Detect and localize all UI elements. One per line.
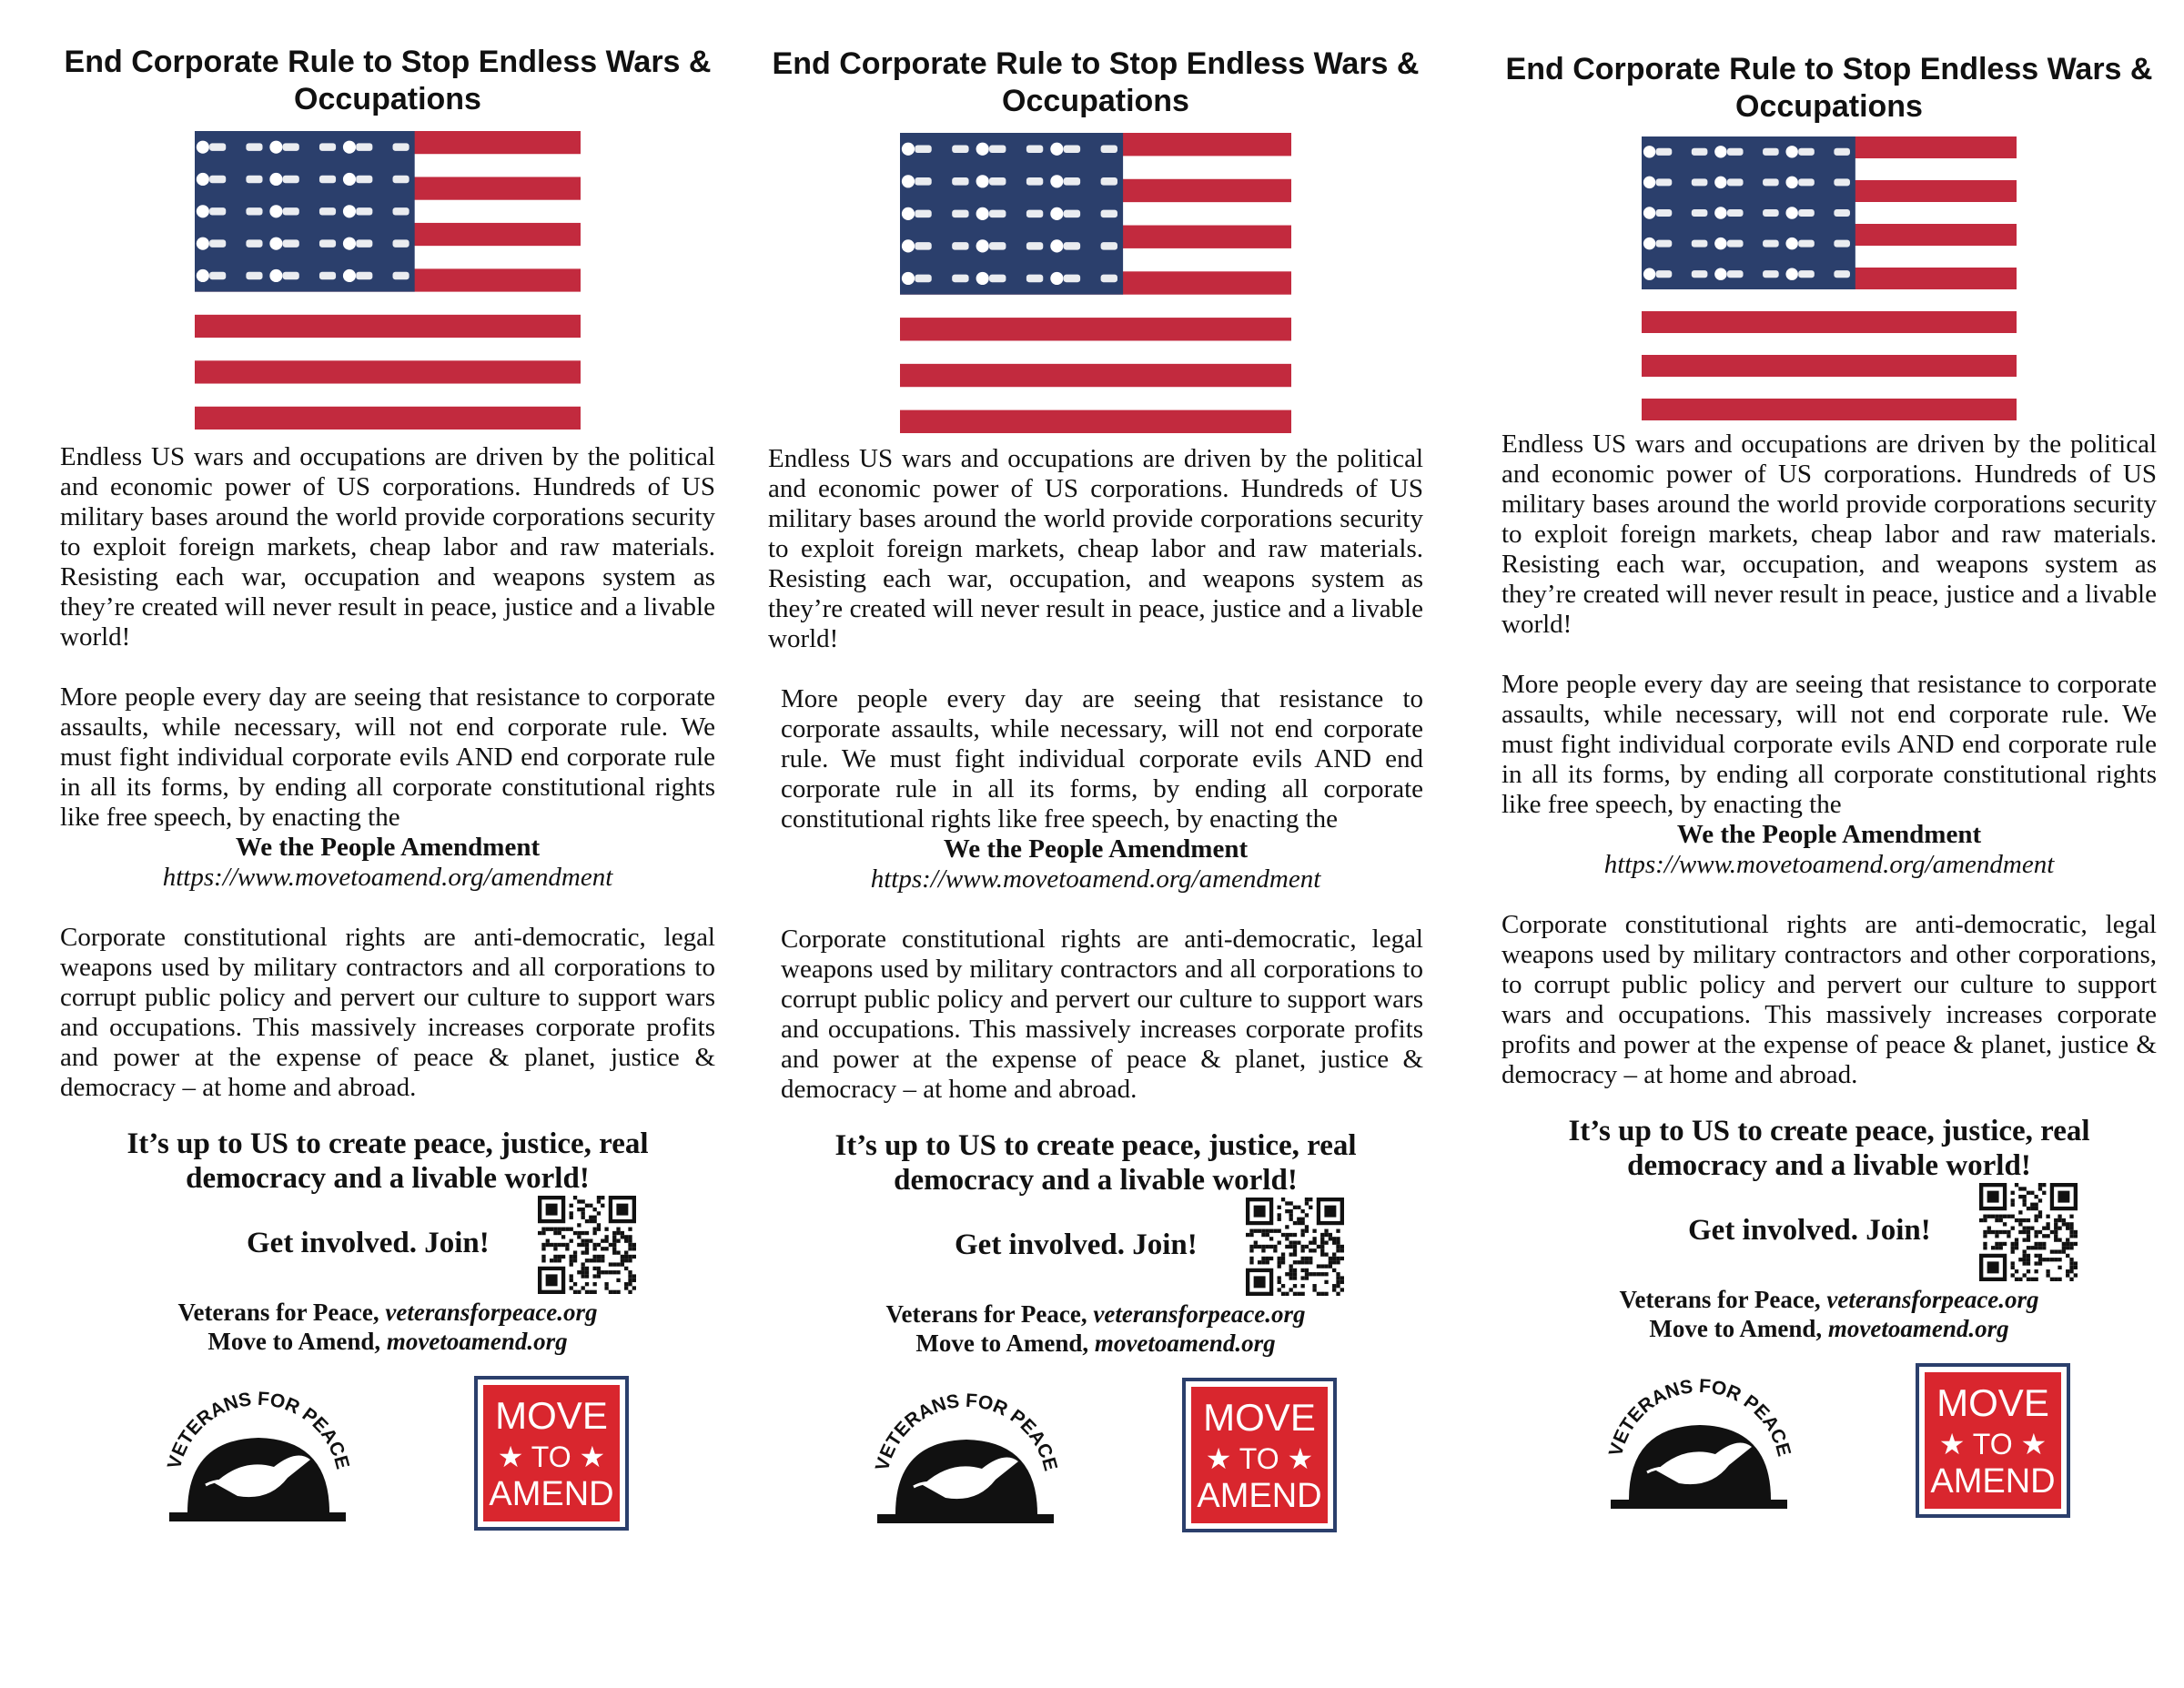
flag-logo-nike-icon [1692,148,1708,156]
svg-text:MOVE: MOVE [495,1394,608,1437]
flyer-panel-2 [768,45,1423,1541]
flag-logo-ford-icon [1026,242,1043,250]
flag-logo-intel-icon [1692,270,1708,278]
flag-logo-boa-icon [952,210,968,218]
flag-logo-windows-icon [393,272,410,279]
flag-stripe [900,295,1291,318]
flag-logo-disney-icon [246,239,262,247]
flag-stripe [195,360,581,384]
move-to-amend-logo [474,1376,629,1531]
flag-logo-att-icon [1763,148,1779,156]
logos-row [1502,1363,2157,1527]
flag-logo-verizon-icon [393,176,410,183]
flag-stripe [900,410,1291,433]
move-to-amend-logo [1916,1363,2070,1518]
vfp-link[interactable]: veteransforpeace.org [385,1299,598,1326]
logos-row [60,1376,715,1540]
flag-logo-google-icon [1763,178,1779,186]
flag-logo-chevron-icon [319,207,336,215]
corporate-flag-image [1642,136,2017,420]
flag-logo-verizon-icon [1834,178,1850,186]
vfp-contact: Veterans for Peace, veteransforpeace.org [1619,1286,2039,1313]
flag-canton [900,133,1123,295]
flag-logo-verizon-icon [1101,177,1117,186]
flag-logo-lilly-icon [393,143,410,150]
flag-logo-boa-icon [1692,209,1708,217]
svg-text:MOVE: MOVE [1203,1396,1316,1439]
flag-stripe [195,338,581,361]
svg-text:AMEND: AMEND [1930,1462,2056,1501]
mta-contact: Move to Amend, movetoamend.org [207,1328,568,1355]
flag-logo-ford-icon [319,239,336,247]
flag-logo-citi-icon [1692,178,1708,186]
vfp-link[interactable]: veteransforpeace.org [1093,1300,1306,1328]
amendment-url: https://www.movetoamend.org/amendment [1603,850,2055,879]
flag-logo-boa-icon [246,207,262,215]
svg-text:★ TO ★: ★ TO ★ [497,1440,606,1473]
paragraph-corporate-rights: Corporate constitutional rights are anti-democratic, legal weapons used by military contractors and all corporations to corrupt public policy and pervert our culture to support wars and occupations. This massively increases corporate profits and power at the expense of peace & planet, justice & democracy – at home and abroad. [60,923,715,1102]
veterans-for-peace-logo [1592,1363,1802,1527]
flag-stripe [1642,311,2017,334]
move-to-amend-logo [1182,1378,1337,1532]
flag-logo-ge-icon [319,272,336,279]
amendment-url: https://www.movetoamend.org/amendment [162,863,613,892]
mta-link[interactable]: movetoamend.org [1094,1329,1276,1357]
flag-logo-chevron-icon [1763,209,1779,217]
flag-logo-disney-icon [1692,240,1708,248]
svg-text:VETERANS FOR PEACE: VETERANS FOR PEACE [871,1390,1062,1473]
flag-logo-chevron-icon [1026,210,1043,218]
flag-logo-citi-icon [246,176,262,183]
flag-logo-mcd-icon [1101,210,1117,218]
flag-logo-citi-icon [952,177,968,186]
flag-logo-google-icon [319,176,336,183]
flag-logo-intel-icon [952,275,968,283]
amendment-name: We the People Amendment [1676,820,1982,849]
flag-logo-google-icon [1026,177,1043,186]
flag-stripe [1642,289,2017,312]
svg-text:AMEND: AMEND [489,1475,614,1513]
flag-stripe [195,292,581,316]
join-row [60,1196,715,1298]
flag-logo-mcd-icon [393,207,410,215]
join-row [1502,1183,2157,1285]
veterans-for-peace-logo [859,1378,1068,1541]
flag-logo-starbucks-icon [393,239,410,247]
flag-logo-ford-icon [1763,240,1779,248]
corporate-flag-image [195,131,581,430]
flyer-panel-3 [1502,51,2157,1527]
qr-code-icon[interactable] [538,1196,636,1294]
mta-contact: Move to Amend, movetoamend.org [915,1329,1276,1357]
svg-text:AMEND: AMEND [1197,1477,1322,1515]
flag-logo-starbucks-icon [1101,242,1117,250]
flag-logo-att-icon [1026,146,1043,154]
flag-stripe [195,315,581,339]
flag-stripe [900,318,1291,341]
svg-text:VETERANS FOR PEACE: VETERANS FOR PEACE [1604,1375,1795,1459]
paragraph-wars: Endless US wars and occupations are driven by the political and economic power of US corporations. Hundreds of US military bases around the world provide corporations security to exploit foreign markets, cheap labor and raw materials. Resisting each war, occupation, and weapons system as they’re created will never result in peace, justice and a livable world! [768,444,1423,653]
svg-text:★ TO ★: ★ TO ★ [1938,1428,2048,1461]
corporate-flag-image [900,133,1291,433]
flyer-title: End Corporate Rule to Stop Endless Wars & Occupations [772,46,1420,118]
veterans-for-peace-logo [151,1376,360,1540]
paragraph-corporate-rights: Corporate constitutional rights are anti-democratic, legal weapons used by military contractors and other corporations, to corrupt public policy and pervert our culture to support wars and occupations. This massively increases corporate profits and power at the expense of peace & planet, justice & democracy – at home and abroad. [1502,910,2157,1089]
flag-stripe [195,384,581,408]
flag-canton [1642,136,1855,289]
vfp-contact: Veterans for Peace, veteransforpeace.org [885,1300,1306,1328]
slogan: It’s up to US to create peace, justice, real democracy and a livable world! [126,1127,649,1195]
mta-link[interactable]: movetoamend.org [386,1328,568,1355]
paragraph-wars: Endless US wars and occupations are driven by the political and economic power of US corporations. Hundreds of US military bases around the world provide corporations security to exploit foreign markets, cheap labor and raw materials. Resisting each war, occupation and weapons system as they’re created will never result in peace, justice and a livable world! [60,442,715,652]
flag-logo-windows-icon [1101,275,1117,283]
flag-logo-att-icon [319,143,336,150]
flag-canton [195,131,415,292]
flag-stripe [900,387,1291,410]
join-text: Get involved. Join! [1688,1214,1931,1247]
amendment-name: We the People Amendment [943,834,1249,864]
flag-logo-nike-icon [952,146,968,154]
flag-stripe [900,340,1291,364]
flag-logo-windows-icon [1834,270,1850,278]
flag-stripe [1642,377,2017,399]
paragraph-wars: Endless US wars and occupations are driven by the political and economic power of US corporations. Hundreds of US military bases around the world provide corporations security to exploit foreign markets, cheap labor and raw materials. Resisting each war, occupation, and weapons system as they’re created will never result in peace, justice and a livable world! [1502,430,2157,639]
flyer-title: End Corporate Rule to Stop Endless Wars & Occupations [1505,52,2153,124]
amendment-url: https://www.movetoamend.org/amendment [870,864,1321,894]
flag-stripe [1642,399,2017,420]
paragraph-resistance: More people every day are seeing that resistance to corporate assaults, while necessary, will not end corporate rule. We must fight individual corporate evils AND end corporate rule in all its forms, by ending all corporate constitutional rights like free speech, by enacting the [781,684,1423,834]
qr-code-icon[interactable] [1979,1183,2078,1281]
paragraph-corporate-rights: Corporate constitutional rights are anti-democratic, legal weapons used by military contractors and all corporations to corrupt public policy and pervert our culture to support wars and occupations. This massively increases corporate profits and power at the expense of peace & planet, justice & democracy – at home and abroad. [781,925,1423,1104]
flag-logo-ge-icon [1026,275,1043,283]
slogan: It’s up to US to create peace, justice, real democracy and a livable world! [834,1129,1357,1197]
flyer-panel-1 [60,44,715,1540]
join-text: Get involved. Join! [247,1227,490,1259]
join-row [768,1198,1423,1299]
amendment-name: We the People Amendment [235,833,541,862]
svg-text:★ TO ★: ★ TO ★ [1205,1442,1314,1475]
qr-code-icon[interactable] [1246,1198,1344,1296]
svg-text:MOVE: MOVE [1936,1381,2049,1424]
flag-logo-lilly-icon [1834,148,1850,156]
slogan: It’s up to US to create peace, justice, real democracy and a livable world! [1568,1115,2090,1182]
flag-logo-disney-icon [952,242,968,250]
flyer-title: End Corporate Rule to Stop Endless Wars & Occupations [64,45,712,116]
vfp-contact: Veterans for Peace, veteransforpeace.org [177,1299,598,1326]
paragraph-resistance: More people every day are seeing that resistance to corporate assaults, while necessary, will not end corporate rule. We must fight individual corporate evils AND end corporate rule in all its forms, by ending all corporate constitutional rights like free speech, by enacting the [1502,670,2157,819]
mta-link[interactable]: movetoamend.org [1827,1315,2009,1342]
flag-logo-ge-icon [1763,270,1779,278]
flag-stripe [195,407,581,430]
flag-logo-mcd-icon [1834,209,1850,217]
mta-contact: Move to Amend, movetoamend.org [1649,1315,2009,1342]
flag-logo-lilly-icon [1101,146,1117,154]
paragraph-resistance: More people every day are seeing that resistance to corporate assaults, while necessary, will not end corporate rule. We must fight individual corporate evils AND end corporate rule in all its forms, by ending all corporate constitutional rights like free speech, by enacting the [60,682,715,832]
flag-logo-starbucks-icon [1834,240,1850,248]
join-text: Get involved. Join! [955,1228,1198,1261]
svg-text:VETERANS FOR PEACE: VETERANS FOR PEACE [163,1388,354,1471]
logos-row [768,1378,1423,1541]
flag-logo-intel-icon [246,272,262,279]
flag-stripe [1642,355,2017,378]
flag-logo-nike-icon [246,143,262,150]
flag-stripe [1642,333,2017,356]
vfp-link[interactable]: veteransforpeace.org [1826,1286,2039,1313]
flag-stripe [900,364,1291,388]
